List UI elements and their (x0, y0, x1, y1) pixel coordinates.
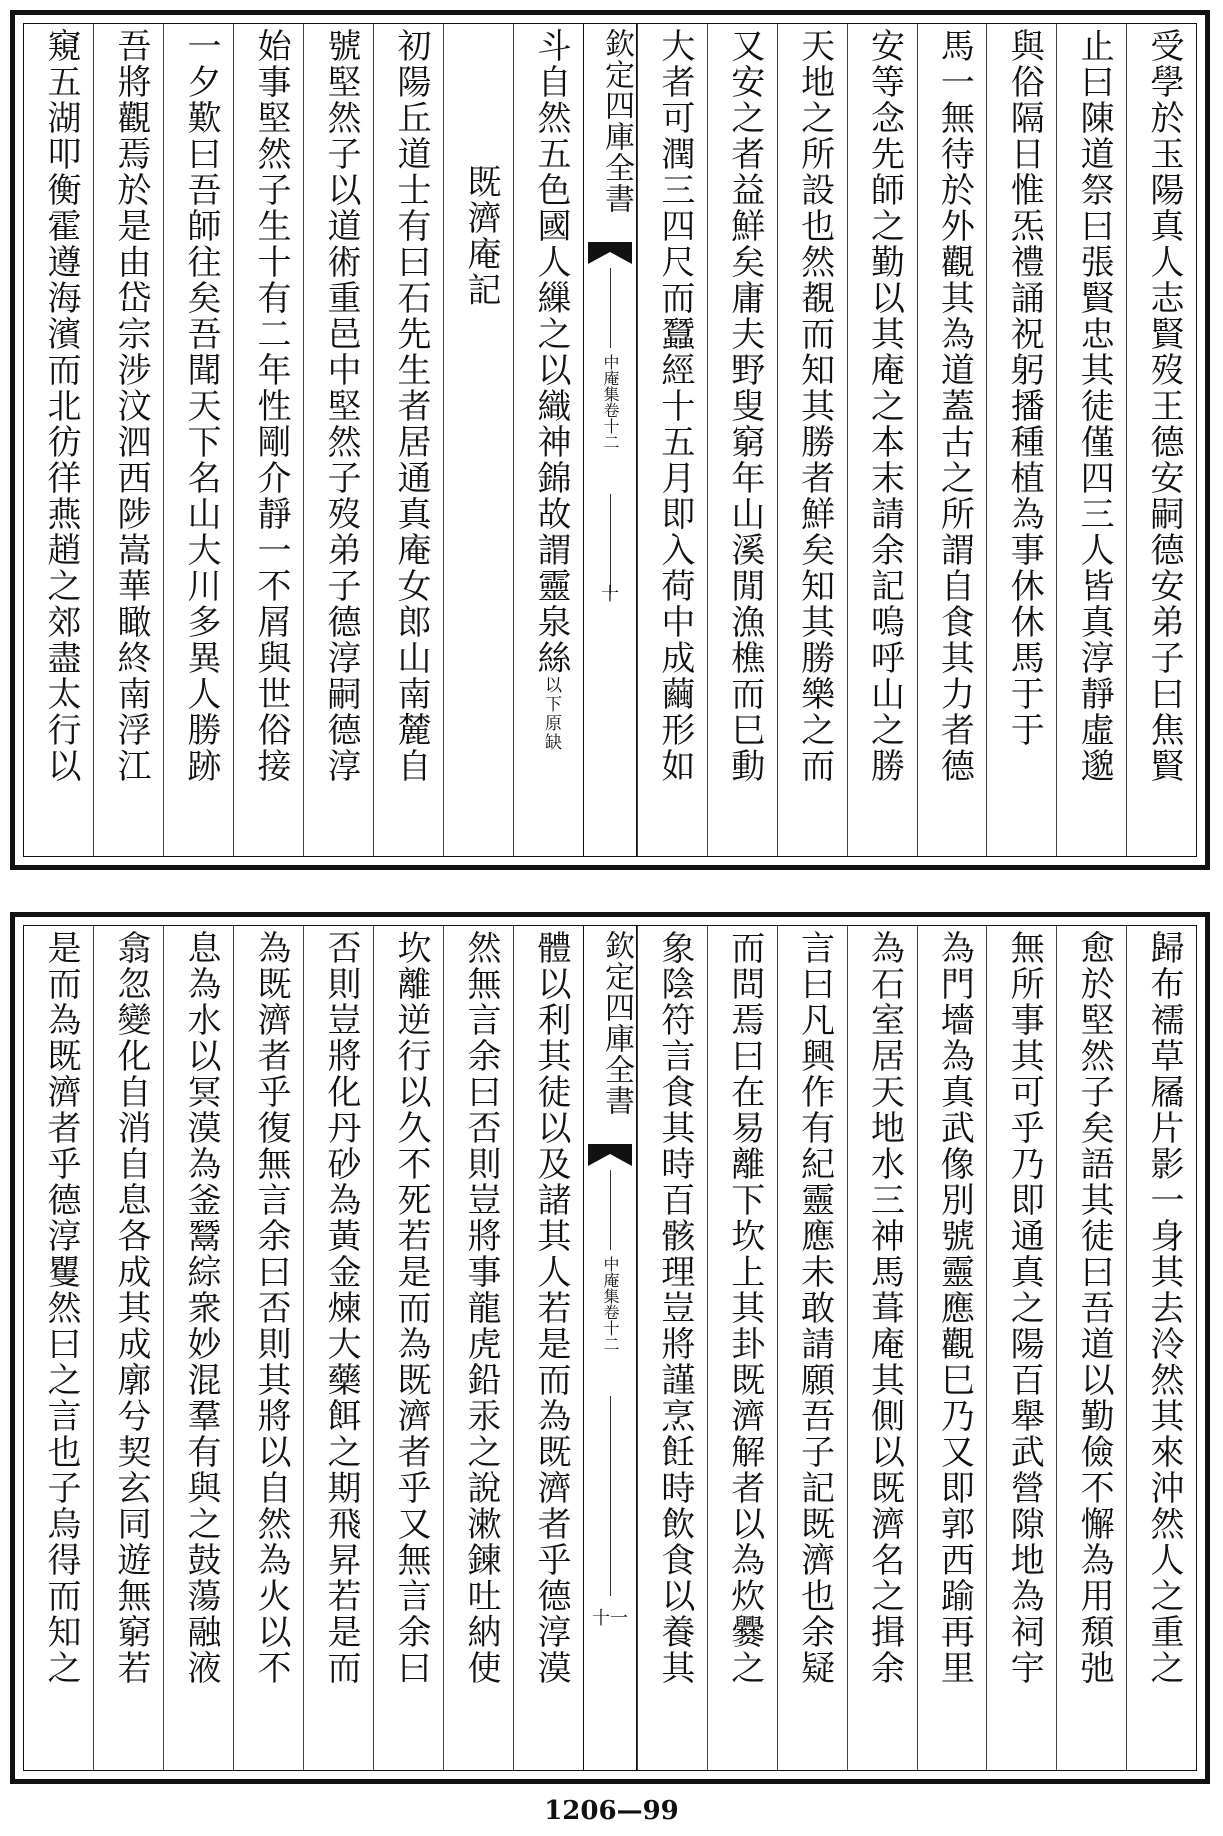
text-column: 言曰凡興作有紀靈應未敢請願吾子記既濟也余疑 (777, 926, 847, 1770)
top-left-half (24, 24, 583, 856)
text-column: 始事堅然子生十有二年性剛介靜一不屑與世俗接 (233, 24, 303, 856)
text-column: 為既濟者乎復無言余曰否則其將以自然為火以不 (233, 926, 303, 1770)
top-right-half (637, 24, 1196, 856)
text-column: 而問焉曰在易離下坎上其卦既濟解者以為炊爨之 (707, 926, 777, 1770)
text-column: 大者可潤三四尺而蠶經十五月即入荷中成繭形如 (637, 24, 707, 856)
text-column: 否則豈將化丹砂為黃金煉大藥餌之期飛昇若是而 (303, 926, 373, 1770)
text-column: 為石室居天地水三神馬葺庵其側以既濟名之揖余 (847, 926, 917, 1770)
bottom-left-half (24, 926, 583, 1770)
gutter-book-title: 欽定四庫全書 (599, 28, 634, 214)
text-column: 體以利其徒以及諸其人若是而為既濟者乎德淳漠 (513, 926, 583, 1770)
text-column: 號堅然子以道術重邑中堅然子歿弟子德淳嗣德淳 (303, 24, 373, 856)
fish-tail-mark-icon (584, 1144, 636, 1166)
text-column: 坎離逆行以久不死若是而為既濟者乎又無言余曰 (373, 926, 443, 1770)
text-column: 止曰陳道祭曰張賢忠其徒僅四三人皆真淳靜虛邈 (1056, 24, 1126, 856)
text-column: 安等念先師之勤以其庵之本末請余記嗚呼山之勝 (847, 24, 917, 856)
text-column: 愈於堅然子矣語其徒曰吾道以勤儉不懈為用頹弛 (1056, 926, 1126, 1770)
text-column: 翕忽變化自消自息各成其成廓兮契玄同遊無窮若 (93, 926, 163, 1770)
bottom-page-frame (23, 925, 1197, 1771)
text-column: 斗自然五色國人繅之以織神錦故謂靈泉絲以下原缺 (513, 24, 583, 856)
top-page (10, 10, 1210, 870)
text-column: 歸布襦草屩片影一身其去泠然其來沖然人之重之 (1126, 926, 1196, 1770)
text-column: 初陽丘道士有曰石先生者居通真庵女郎山南麓自 (373, 24, 443, 856)
text-column: 一夕歎曰吾師往矣吾聞天下名山大川多異人勝跡 (163, 24, 233, 856)
text-column: 與俗隔日惟炁禮誦祝躬播種植為事休休馬于于 (986, 24, 1056, 856)
page-footer-number: 1206—99 (544, 1796, 679, 1826)
gutter-page-number: 十 (601, 584, 619, 605)
text-column: 然無言余曰否則豈將事龍虎鉛汞之說漱鍊吐納使 (443, 926, 513, 1770)
gutter-volume: 中庵集卷十二 (601, 1256, 620, 1352)
gutter-volume: 中庵集卷十二 (601, 354, 620, 450)
text-column: 馬一無待於外觀其為道蓋古之所謂自食其力者德 (917, 24, 987, 856)
book-gutter (583, 926, 637, 1770)
text-column: 窺五湖叩衡霍遵海濱而北彷徉燕趙之郊盡太行以 (41, 28, 81, 784)
bottom-right-half (637, 926, 1196, 1770)
text-column: 無所事其可乎乃即通真之陽百舉武營隙地為祠宇 (986, 926, 1056, 1770)
book-gutter (583, 24, 637, 856)
bottom-page (10, 912, 1210, 1784)
gutter-page-number: 十一 (592, 1608, 628, 1629)
fish-tail-mark-icon (584, 242, 636, 264)
top-page-frame (23, 23, 1197, 857)
gutter-book-title: 欽定四庫全書 (599, 930, 634, 1116)
text-column: 象陰符言食其時百骸理豈將謹烹飪時飲食以養其 (637, 926, 707, 1770)
text-column: 為門墻為真武像別號靈應觀巳乃又即郭西踰再里 (917, 926, 987, 1770)
text-column: 又安之者益鮮矣庸夫野叟窮年山溪閒漁樵而巳動 (707, 24, 777, 856)
text-column: 是而為既濟者乎德淳矍然曰之言也子烏得而知之 (41, 930, 81, 1686)
text-column: 吾將觀焉於是由岱宗涉汶泗西陟嵩華瞰終南浮江 (93, 24, 163, 856)
essay-title: 既濟庵記 (443, 24, 513, 856)
text-column: 息為水以冥漠為釜鬵綜衆妙混羣有與之鼓蕩融液 (163, 926, 233, 1770)
text-column: 天地之所設也然覩而知其勝者鮮矣知其勝樂之而 (777, 24, 847, 856)
omission-note: 以下原缺 (541, 676, 561, 752)
text-column: 受學於玉陽真人志賢歿王德安嗣德安弟子曰焦賢 (1126, 24, 1196, 856)
